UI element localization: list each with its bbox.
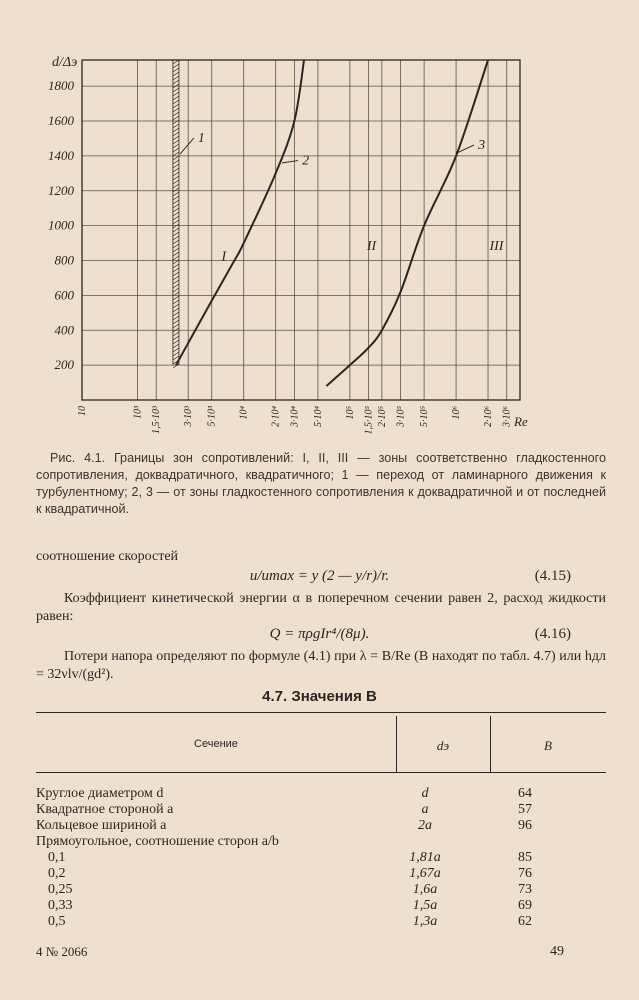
hatch-stroke [173, 304, 179, 308]
y-tick-label: 400 [54, 322, 74, 338]
x-axis-label: Re [514, 414, 528, 429]
grid-lines [82, 60, 520, 400]
hatch-stroke [173, 176, 179, 180]
curve-leader-line [180, 138, 194, 154]
hatch-stroke [173, 264, 179, 268]
hatch-stroke [173, 192, 179, 196]
hatch-stroke [173, 180, 179, 184]
x-tick-label: 3·10⁶ [501, 406, 513, 427]
table-row-d: 2a [418, 818, 432, 833]
hatch-stroke [173, 136, 179, 140]
hatch-stroke [173, 200, 179, 204]
hatch-stroke [173, 168, 179, 172]
hatch-stroke [173, 196, 179, 200]
hatch-stroke [173, 316, 179, 320]
hatch-stroke [173, 268, 179, 272]
table-top-rule [36, 712, 606, 713]
hatch-stroke [173, 144, 179, 148]
hatch-stroke [173, 332, 179, 336]
y-tick-label: 1400 [48, 147, 74, 163]
table-title: 4.7. Значения B [262, 688, 377, 705]
table-row-name: 0,33 [48, 898, 73, 913]
text-velocity-ratio: соотношение скоростей [36, 549, 179, 564]
table-header-rule [36, 772, 606, 773]
hatch-stroke [173, 88, 179, 92]
y-tick-label: 800 [54, 252, 74, 268]
y-axis-label: d/Δэ [52, 55, 78, 70]
hatch-stroke [173, 232, 179, 236]
hatch-stroke [173, 284, 179, 288]
table-row-b: 62 [518, 914, 532, 929]
equation-4-15 [0, 568, 639, 588]
resistance-zones-chart [0, 40, 639, 440]
equation-4-16 [0, 626, 639, 646]
x-tick-label: 3·10⁵ [395, 406, 407, 427]
hatch-stroke [173, 256, 179, 260]
curve-label: 2 [302, 153, 310, 169]
hatch-stroke [173, 148, 179, 152]
text-kinetic-energy: Коэффициент кинетической энергии α в поперечном сечении равен 2, расход жидкости равен: [36, 591, 606, 624]
hatch-stroke [173, 220, 179, 224]
page-number: 49 [550, 944, 564, 959]
table-row-b: 96 [518, 818, 532, 833]
hatch-stroke [173, 96, 179, 100]
table-row-d: 1,81a [409, 850, 441, 865]
hatch-stroke [173, 104, 179, 108]
equation-4-15-formula: u/umax = y (2 — y/r)/r. [249, 568, 390, 584]
hatch-stroke [173, 72, 179, 76]
x-tick-label: 2·10⁵ [376, 406, 388, 427]
hatch-stroke [173, 208, 179, 212]
table-row-d: d [421, 786, 429, 801]
curve-label: 1 [197, 130, 205, 146]
table-row-d: 1,6a [412, 882, 438, 897]
table-row-d: a [421, 802, 429, 817]
hatch-stroke [173, 216, 179, 220]
figure-caption: Рис. 4.1. Границы зон сопротивлений: I, II, III — зоны соответственно гладкостенного сопротивления, доквадратичного, квадратичного; 1 — переход от ламинарного движения к турбулентному; 2, 3 — от зоны гладкостенного сопротивления к доквадратичной и от последней к квадратичной. [36, 451, 606, 516]
hatch-stroke [173, 152, 179, 156]
hatch-stroke [173, 340, 179, 344]
table-row-b: 73 [518, 882, 532, 897]
curve-label: 3 [478, 137, 486, 153]
hatch-stroke [173, 124, 179, 128]
y-tick-label: 1800 [48, 78, 74, 94]
hatch-stroke [173, 184, 179, 188]
table-row-d: 1,5a [412, 898, 438, 913]
table-row-b: 64 [518, 786, 532, 801]
hatch-stroke [173, 212, 179, 216]
x-tick-label: 2·10⁴ [270, 406, 282, 427]
table-row-name: Кольцевое шириной a [36, 818, 167, 833]
text-head-loss: Потери напора определяют по формуле (4.1) при λ = B/Re (B находят по табл. 4.7) или hдл = 32νlv/(gd²). [36, 649, 606, 682]
hatch-stroke [173, 132, 179, 136]
hatch-stroke [173, 280, 179, 284]
hatch-stroke [173, 336, 179, 340]
table-row-name: Круглое диаметром d [36, 786, 164, 801]
x-tick-label: 10 [77, 406, 88, 416]
hatch-stroke [173, 92, 179, 96]
hatch-stroke [173, 160, 179, 164]
hatch-stroke [173, 228, 179, 232]
y-tick-label: 600 [54, 287, 74, 303]
table-row-b: 76 [518, 866, 532, 881]
hatch-stroke [173, 252, 179, 256]
y-tick-label: 1600 [48, 113, 74, 129]
table-row-d: 1,67a [409, 866, 441, 881]
hatch-stroke [173, 140, 179, 144]
curve-2 [176, 60, 304, 365]
table-row-b: 85 [518, 850, 532, 865]
hatch-stroke [173, 80, 179, 84]
hatch-stroke [173, 288, 179, 292]
curve-3 [326, 60, 488, 386]
zone-label: II [366, 239, 377, 255]
hatch-stroke [173, 112, 179, 116]
table-row-name: 0,25 [48, 882, 73, 897]
table-row-b: 69 [518, 898, 532, 913]
x-tick-label: 10⁴ [238, 406, 250, 420]
y-tick-label: 200 [54, 357, 74, 373]
header-b: B [544, 738, 552, 753]
zone-label: III [489, 239, 504, 255]
x-tick-label: 5·10⁴ [312, 406, 324, 427]
hatch-stroke [173, 352, 179, 356]
table-row-name: Квадратное стороной a [36, 802, 174, 817]
y-tick-label: 1200 [48, 182, 74, 198]
x-tick-label: 2·10⁶ [483, 406, 495, 427]
plot-frame [82, 60, 520, 400]
hatch-stroke [173, 164, 179, 168]
x-tick-label: 10⁵ [344, 406, 356, 420]
header-section: Сечение [194, 738, 238, 750]
x-tick-label: 5·10³ [206, 406, 218, 427]
table-row-name: 0,2 [48, 866, 66, 881]
hatch-stroke [173, 128, 179, 132]
hatch-stroke [173, 324, 179, 328]
table-row-name: 0,5 [48, 914, 66, 929]
footer-signature: 4 № 2066 [36, 944, 88, 959]
hatch-stroke [173, 120, 179, 124]
hatch-stroke [173, 300, 179, 304]
equation-4-16-number: (4.16) [534, 626, 571, 642]
hatch-stroke [173, 312, 179, 316]
hatch-stroke [173, 296, 179, 300]
equation-4-16-formula: Q = πρgIr⁴/(8μ). [269, 626, 370, 642]
hatch-stroke [173, 108, 179, 112]
hatch-stroke [173, 68, 179, 72]
table-row-b: 57 [518, 802, 532, 817]
equation-4-15-number: (4.15) [534, 568, 571, 584]
curve-leader-line [282, 161, 298, 163]
table-row-d: 1,3a [412, 914, 438, 929]
hatch-stroke [173, 76, 179, 80]
hatch-stroke [173, 240, 179, 244]
hatch-stroke [173, 204, 179, 208]
hatch-stroke [173, 248, 179, 252]
hatch-stroke [173, 244, 179, 248]
x-tick-label: 1,5·10⁵ [363, 406, 375, 435]
hatch-stroke [173, 100, 179, 104]
zone-label: I [221, 249, 227, 265]
x-tick-label: 1,5·10³ [151, 406, 163, 434]
hatch-stroke [173, 64, 179, 68]
hatch-stroke [173, 236, 179, 240]
hatch-stroke [173, 344, 179, 348]
hatch-stroke [173, 276, 179, 280]
x-tick-label: 3·10⁴ [289, 406, 301, 427]
hatch-stroke [173, 116, 179, 120]
hatch-stroke [173, 348, 179, 352]
x-tick-label: 3·10³ [183, 406, 195, 427]
hatch-stroke [173, 188, 179, 192]
hatch-stroke [173, 156, 179, 160]
y-tick-label: 1000 [48, 217, 74, 233]
hatch-stroke [173, 308, 179, 312]
x-tick-label: 10³ [132, 406, 144, 419]
hatch-stroke [173, 320, 179, 324]
hatch-band [173, 60, 179, 368]
header-d: dэ [436, 738, 450, 753]
table-row-name: 0,1 [48, 850, 66, 865]
hatch-stroke [173, 172, 179, 176]
table-row-name: Прямоугольное, соотношение сторон a/b [36, 834, 279, 849]
x-tick-label: 10⁶ [451, 406, 463, 420]
hatch-stroke [173, 272, 179, 276]
x-tick-label: 5·10⁵ [419, 406, 431, 427]
